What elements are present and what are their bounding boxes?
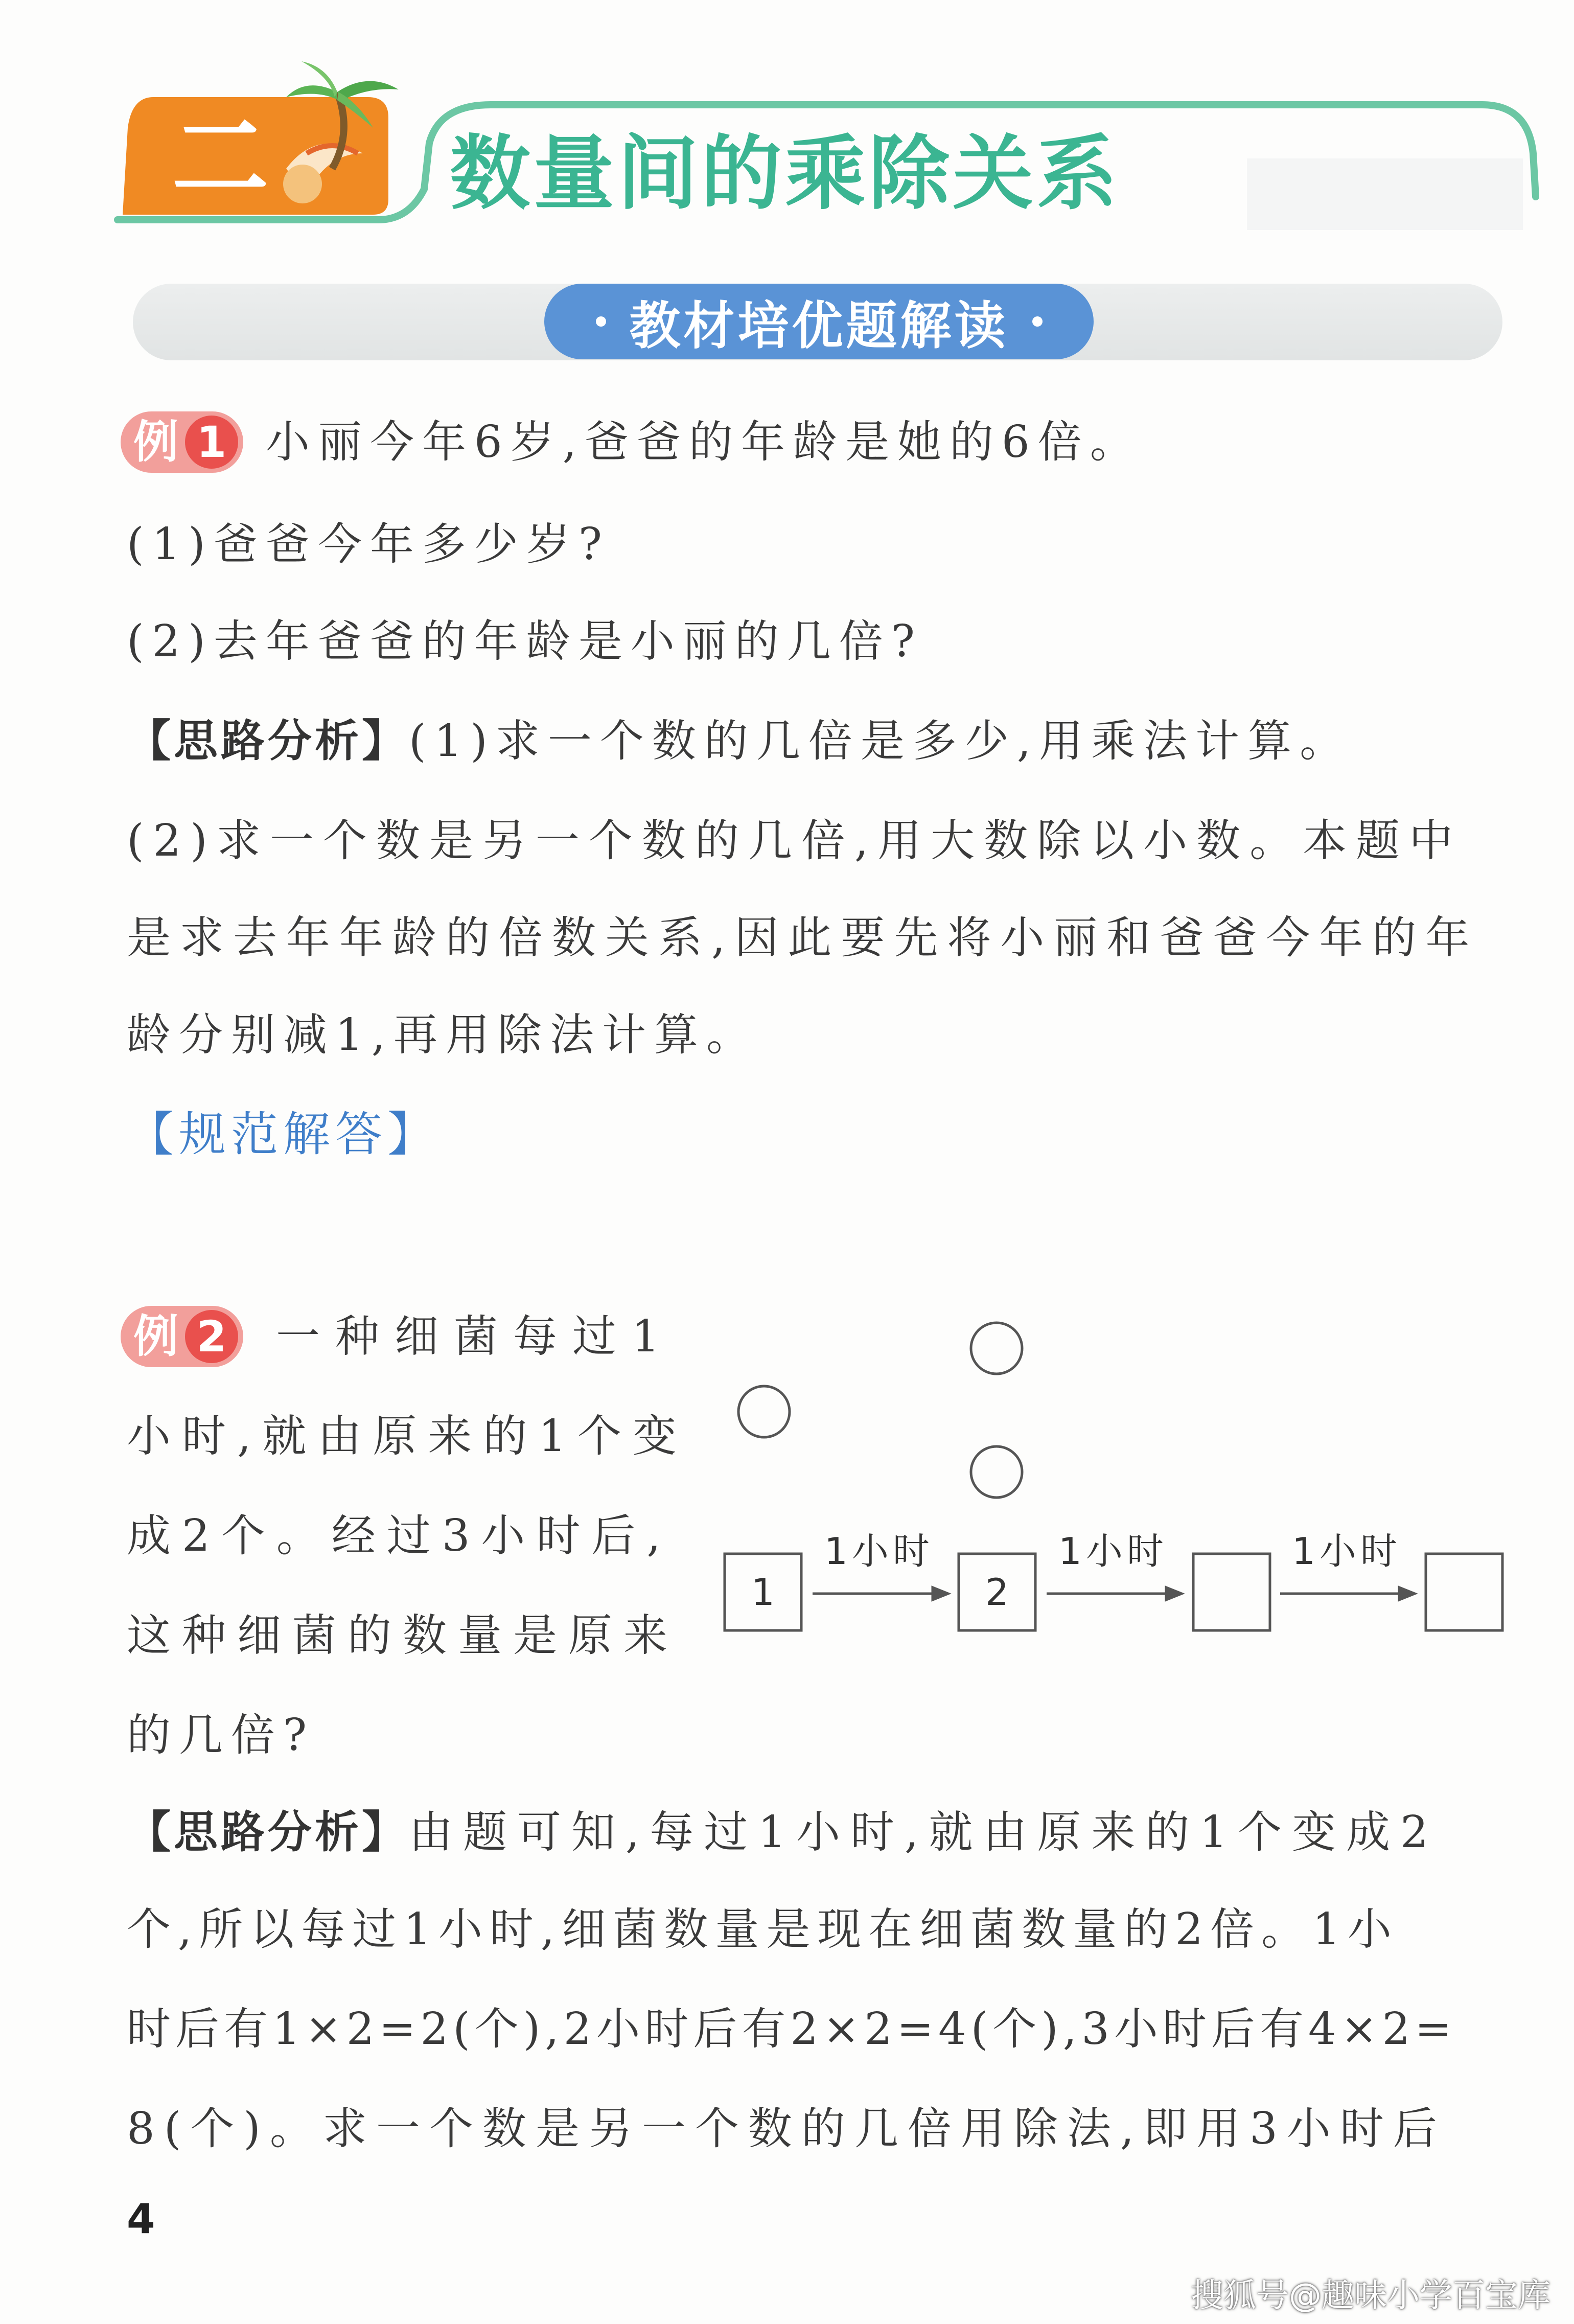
watermark: 搜狐号@趣味小学百宝库 [1191, 2277, 1550, 2315]
example-2-question-line-5: 的几倍? [127, 1710, 315, 1761]
arrow-3-head-icon [1399, 1587, 1415, 1600]
example-2-analysis-line-1 [127, 1804, 1439, 1860]
section-label: 教材培优题解读 [629, 296, 1009, 356]
analysis-tag: 【思路分析】 [127, 716, 409, 767]
chapter-title: 数量间的乘除关系 [450, 127, 1120, 221]
bullet-dot-icon [1032, 316, 1043, 327]
example-1-part-2: (2)去年爸爸的年龄是小丽的几倍? [127, 616, 923, 667]
bacteria-growth-diagram [715, 1298, 1533, 1646]
arrow-2-label: 1小时 [1058, 1530, 1168, 1573]
example-1-analysis-line-1 [127, 713, 1352, 769]
analysis-text: (1)求一个数的几倍是多少,用乘法计算。 [409, 716, 1352, 767]
banner-shadow-box [1247, 158, 1523, 230]
example-2-question-line-2: 小时,就由原来的1个变 [127, 1411, 688, 1462]
example-badge-label: 例 [133, 1310, 178, 1363]
example-1-badge [121, 411, 243, 473]
answer-tag: 【规范解答】 [127, 1107, 440, 1162]
analysis-text: 由题可知,每过1小时,就由原来的1个变成2 [409, 1807, 1439, 1858]
example-1-analysis-line-4: 龄分别减1,再用除法计算。 [127, 1009, 759, 1061]
example-1-analysis-line-3: 是求去年年龄的倍数关系,因此要先将小丽和爸爸今年的年 [127, 912, 1479, 963]
bacteria-circle [971, 1323, 1022, 1374]
bacteria-circle [738, 1386, 790, 1437]
example-1-question: 小丽今年6岁,爸爸的年龄是她的6倍。 [266, 417, 1142, 468]
page-number: 4 [127, 2195, 155, 2243]
count-box-3 [1193, 1554, 1270, 1630]
arrow-1-head-icon [933, 1587, 948, 1600]
example-2-analysis-line-4: 8(个)。求一个数是另一个数的几倍用除法,即用3小时后 [127, 2103, 1446, 2154]
arrow-3-label: 1小时 [1292, 1530, 1401, 1573]
example-2-question-line-4: 这种细菌的数量是原来 [127, 1610, 679, 1661]
section-label-pill [544, 284, 1094, 359]
arrow-1-label: 1小时 [824, 1530, 934, 1573]
example-badge-label: 例 [133, 416, 178, 468]
bullet-dot-icon [596, 316, 606, 327]
example-2-analysis-line-3: 时后有1×2=2(个),2小时后有2×2=4(个),3小时后有4×2= [127, 2004, 1456, 2055]
count-box-4 [1426, 1554, 1502, 1630]
box-1-value: 1 [751, 1571, 775, 1614]
example-badge-number: 1 [185, 416, 238, 469]
box-2-value: 2 [985, 1571, 1009, 1614]
example-1-analysis-line-2: (2)求一个数是另一个数的几倍,用大数除以小数。本题中 [127, 815, 1463, 866]
example-badge-number: 2 [185, 1310, 238, 1363]
arrow-2-head-icon [1166, 1587, 1182, 1600]
chapter-number: 二 [171, 102, 269, 215]
bacteria-circle [971, 1446, 1022, 1498]
example-2-question-line-1: 一种细菌每过1 [276, 1311, 675, 1362]
analysis-tag: 【思路分析】 [127, 1807, 409, 1858]
example-2-badge [121, 1306, 243, 1367]
example-2-question-line-3: 成2个。经过3小时后, [127, 1510, 672, 1561]
example-1-part-1: (1)爸爸今年多少岁? [127, 519, 610, 570]
example-2-analysis-line-2: 个,所以每过1小时,细菌数量是现在细菌数量的2倍。1小 [127, 1904, 1399, 1955]
